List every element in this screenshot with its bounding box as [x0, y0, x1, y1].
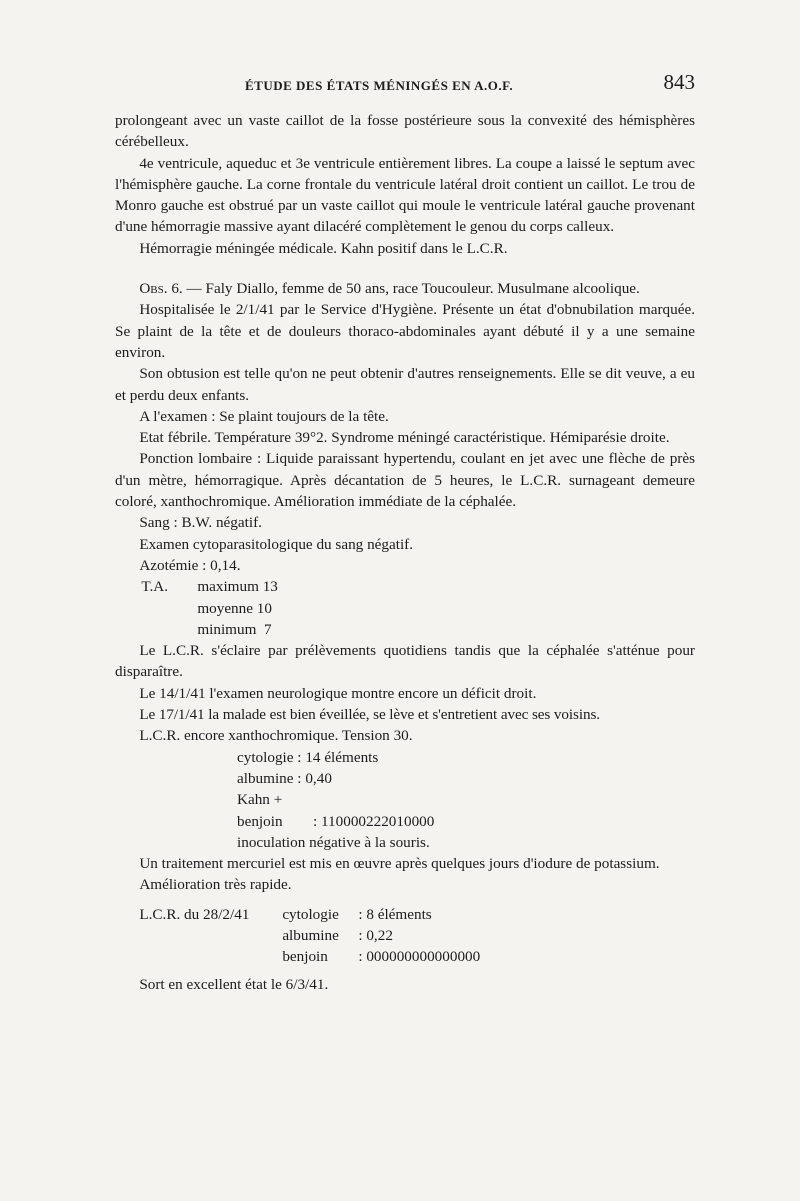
lcr2-label: L.C.R. du 28/2/41 [139, 905, 250, 923]
paragraph: Hémorragie méningée médicale. Kahn positif dans le L.C.R. [139, 239, 508, 257]
paragraph: Sang : B.W. négatif. [139, 514, 262, 532]
ta-minimum: minimum 7 [197, 620, 272, 638]
paragraph: Le L.C.R. s'éclaire par prélèvements quotidiens tandis que la céphalée s'atténue pour disparaître. [115, 642, 695, 681]
paragraph: Son obtusion est telle qu'on ne peut obtenir d'autres renseignements. Elle se dit veuve, a eu et perdu deux enfants. [115, 365, 695, 404]
page-header [115, 70, 695, 100]
paragraph: Examen cytoparasitologique du sang négatif. [139, 535, 414, 553]
lcr2-benjoin-label: benjoin [282, 948, 328, 966]
paragraph: Le 14/1/41 l'examen neurologique montre encore un déficit droit. [139, 684, 537, 702]
page-number: 843 [663, 70, 695, 94]
lcr2-cytologie-label: cytologie [282, 905, 339, 923]
lcr-kahn: Kahn + [237, 791, 283, 809]
lcr-benjoin-value: : 110000222010000 [313, 812, 435, 830]
ta-maximum: maximum 13 [197, 578, 278, 596]
lcr-heading: L.C.R. encore xanthochromique. Tension 30. [139, 727, 413, 745]
ta-moyenne: moyenne 10 [197, 599, 272, 617]
closing-line: Sort en excellent état le 6/3/41. [139, 975, 329, 993]
lcr2-cytologie-value: : 8 éléments [358, 905, 432, 923]
lcr2-benjoin-value: : 000000000000000 [358, 948, 481, 966]
observation-label: Obs. 6. [139, 280, 183, 298]
lcr-albumine: albumine : 0,40 [237, 769, 332, 787]
lcr-cytologie: cytologie : 14 éléments [237, 748, 379, 766]
paragraph: prolongeant avec un vaste caillot de la fosse postérieure sous la convexité des hémisphères cérébelleux. [115, 112, 695, 151]
ta-label: T.A. [141, 578, 169, 596]
paragraph: Hospitalisée le 2/1/41 par le Service d'Hygiène. Présente un état d'obnubilation marquée. Se plaint de la tête et de douleurs thoraco-abdominales ayant débuté il y a une semaine environ. [115, 301, 695, 361]
paragraph: Etat fébrile. Température 39°2. Syndrome méningé caractéristique. Hémiparésie droite. [139, 429, 670, 447]
lcr-benjoin-label: benjoin [237, 812, 283, 830]
paragraph: Amélioration très rapide. [139, 876, 292, 894]
observation-heading [115, 278, 695, 299]
paragraph: Ponction lombaire : Liquide paraissant hypertendu, coulant en jet avec une flèche de près d'un mètre, hémorragique. Après décantation de 5 heures, le L.C.R. surnageant demeure coloré, xanthochromique. Amélioration immédiate de la céphalée. [115, 450, 695, 511]
lcr-inoculation: inoculation négative à la souris. [237, 833, 430, 851]
paragraph: Le 17/1/41 la malade est bien éveillée, se lève et s'entretient avec ses voisins. [139, 706, 600, 724]
paragraph: A l'examen : Se plaint toujours de la tête. [139, 407, 389, 425]
observation-intro: — Faly Diallo, femme de 50 ans, race Toucouleur. Musulmane alcoolique. [182, 280, 640, 298]
lcr2-albumine-label: albumine [282, 926, 339, 944]
lcr-results-2 [115, 904, 695, 968]
lcr2-albumine-value: : 0,22 [358, 926, 393, 944]
running-head: ÉTUDE DES ÉTATS MÉNINGÉS EN A.O.F. [245, 78, 514, 93]
lcr-results-1 [115, 725, 695, 853]
paragraph: 4e ventricule, aqueduc et 3e ventricule entièrement libres. La coupe a laissé le septum avec l'hémisphère gauche. La corne frontale du ventricule latéral droit contient un caillot. Le trou de Monro gauche est obstrué par un vaste caillot qui moule le ventricule latéral gauche provenant d'une hémorragie massive ayant dilacéré complètement le genou du corps calleux. [115, 154, 695, 236]
tension-arterielle-block [117, 576, 695, 640]
paragraph: Azotémie : 0,14. [139, 556, 241, 574]
document-body [115, 110, 695, 995]
paragraph: Un traitement mercuriel est mis en œuvre après quelques jours d'iodure de potassium. [139, 855, 660, 873]
